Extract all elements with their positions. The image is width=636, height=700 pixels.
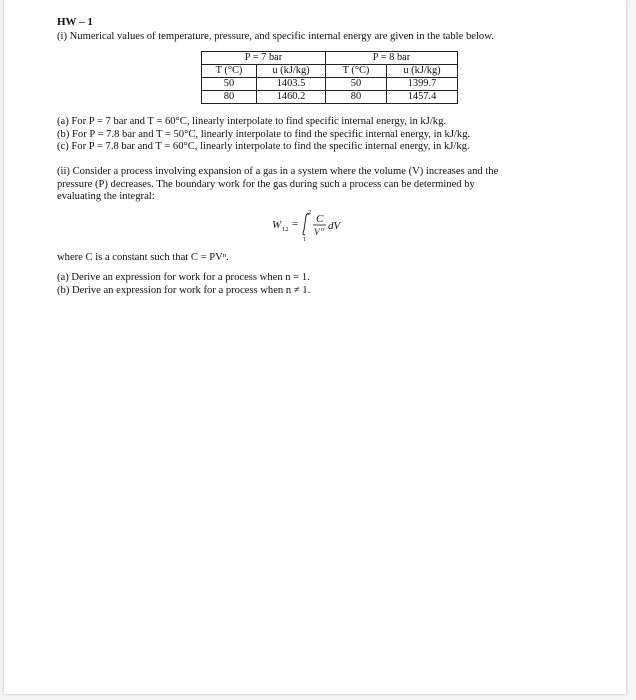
- table-column-header: T (°C): [326, 65, 387, 78]
- integral-sign: [303, 213, 309, 234]
- table-cell: 1399.7: [387, 78, 458, 91]
- table-cell: 80: [326, 91, 387, 104]
- table-cell: 1403.5: [257, 78, 326, 91]
- table-cell: 80: [202, 91, 257, 104]
- part2-intro-line: evaluating the integral:: [57, 191, 155, 203]
- formula-denominator: V: [314, 226, 320, 237]
- table-column-header: u (kJ/kg): [257, 65, 326, 78]
- work-integral-formula: [57, 206, 577, 246]
- document-page: [4, 0, 626, 694]
- formula-numerator: C: [316, 212, 324, 225]
- table-column-header: T (°C): [202, 65, 257, 78]
- integral-lower-limit: 1: [303, 236, 306, 243]
- table-cell: 50: [202, 78, 257, 91]
- table-group-header: P = 8 bar: [326, 52, 458, 65]
- formula-lhs: W: [272, 218, 282, 231]
- formula-differential: dV: [328, 219, 341, 232]
- part1-intro: (i) Numerical values of temperature, pressure, and specific internal energy are given in the table below.: [57, 30, 494, 42]
- table-cell: 1460.2: [257, 91, 326, 104]
- constant-definition: where C is a constant such that C = PVⁿ.: [57, 251, 229, 263]
- part1-question-c: (c) For P = 7.8 bar and T = 60°C, linearly interpolate to find the specific internal energy, in kJ/kg.: [57, 141, 470, 153]
- formula-lhs-subscript: 12: [282, 225, 289, 233]
- table-group-header-row: [202, 52, 458, 65]
- formula-equals: =: [292, 217, 299, 230]
- part1-question-b: (b) For P = 7.8 bar and T = 50°C, linearly interpolate to find the specific internal energy, in kJ/kg.: [57, 128, 471, 140]
- part2-question-b: (b) Derive an expression for work for a process when n ≠ 1.: [57, 284, 311, 296]
- table-column-header-row: [202, 65, 458, 78]
- formula-exponent: n: [321, 226, 324, 233]
- table-row: [202, 91, 458, 104]
- homework-title: HW – 1: [57, 16, 93, 28]
- table-cell: 50: [326, 78, 387, 91]
- property-table: [201, 51, 458, 104]
- part2-intro-line: (ii) Consider a process involving expansion of a gas in a system where the volume (V) increases and the: [57, 165, 499, 177]
- document-content: [57, 16, 577, 298]
- part2-intro-line: pressure (P) decreases. The boundary work for the gas during such a process can be determined by: [57, 178, 475, 190]
- part1-question-a: (a) For P = 7 bar and T = 60°C, linearly interpolate to find specific internal energy, in kJ/kg.: [57, 116, 447, 128]
- part2-question-a: (a) Derive an expression for work for a process when n = 1.: [57, 272, 310, 284]
- table-cell: 1457.4: [387, 91, 458, 104]
- table-row: [202, 78, 458, 91]
- table-column-header: u (kJ/kg): [387, 65, 458, 78]
- table-group-header: P = 7 bar: [202, 52, 326, 65]
- integral-upper-limit: 2: [308, 209, 311, 216]
